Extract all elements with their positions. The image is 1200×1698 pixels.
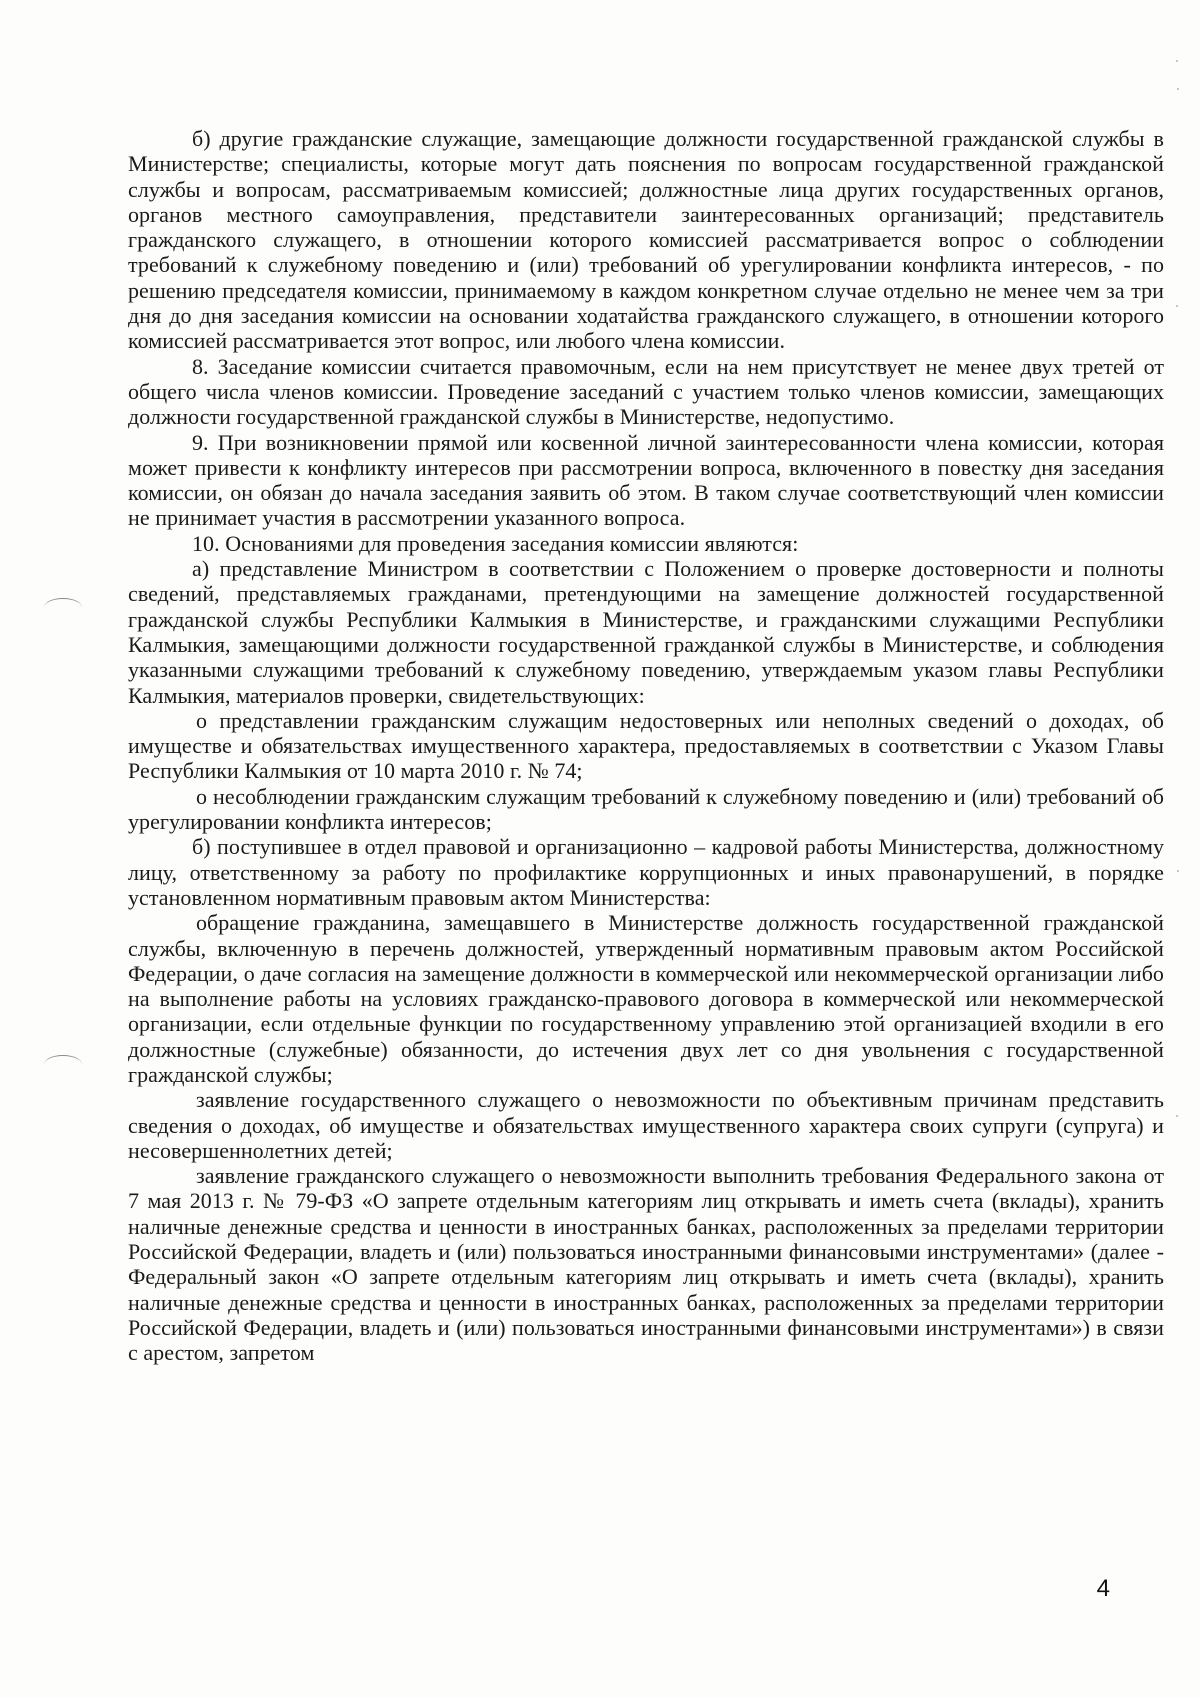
binder-hole-mark [44,598,82,617]
paragraph-10b-item-2: заявление государственного служащего о невозможности по объективным причинам представить сведения о доходах, об имуществе и обязательствах имущественного характера своих супруги (супруга) и несовершеннолетних детей; [128,1087,1164,1163]
paragraph-10a: а) представление Министром в соответствии с Положением о проверке достоверности и полноты сведений, представляемых гражданами, претендующими на замещение должностей государственной гражданской службы Республики Калмыкия в Министерстве, и гражданскими служащими Республики Калмыкия, замещающими должности государственной гражданкой службы в Министерстве, и соблюдения указанными служащими требований к служебному поведению, утверждаемым указом главы Республики Калмыкия, материалов проверки, свидетельствующих: [128,556,1164,708]
paragraph-8: 8. Заседание комиссии считается правомочным, если на нем присутствует не менее двух третей от общего числа членов комиссии. Проведение заседаний с участием только членов комиссии, замещающих должности государственной гражданской службы в Министерстве, недопустимо. [128,353,1164,430]
page-number: 4 [1096,1575,1110,1602]
paragraph-7b: б) другие гражданские служащие, замещающие должности государственной гражданской службы в Министерстве; специалисты, которые могут дать пояснения по вопросам государственной гражданской службы и вопросам, рассматриваемым комиссией; должностные лица других государственных органов, органов местного самоуправления, представители заинтересованных организаций; представитель гражданского служащего, в отношении которого комиссией рассматривается вопрос о соблюдении требований к служебному поведению и (или) требований об урегулировании конфликта интересов, - по решению председателя комиссии, принимаемому в каждом конкретном случае отдельно не менее чем за три дня до дня заседания комиссии на основании ходатайства гражданского служащего, в отношении которого комиссией рассматривается этот вопрос, или любого члена комиссии. [128,126,1164,354]
paragraph-10a-item-1: о представлении гражданским служащим недостоверных или неполных сведений о доходах, об имуществе и обязательствах имущественного характера, предоставляемых в соответствии с Указом Главы Республики Калмыкия от 10 марта 2010 г. № 74; [128,707,1164,784]
paragraph-9: 9. При возникновении прямой или косвенной личной заинтересованности члена комиссии, которая может привести к конфликту интересов при рассмотрении вопроса, включенного в повестку дня заседания комиссии, он обязан до начала заседания заявить об этом. В таком случае соответствующий член комиссии не принимает участия в рассмотрении указанного вопроса. [128,429,1164,531]
scan-speck [1176,305,1178,307]
paragraph-10b-item-1: обращение гражданина, замещавшего в Министерстве должность государственной гражданской службы, включенную в перечень должностей, утвержденный нормативным правовым актом Российской Федерации, о даче согласия на замещение должности в коммерческой или некоммерческой организации либо на выполнение работы на условиях гражданско-правового договора в коммерческой или некоммерческой организации, если отдельные функции по государственному управлению этой организацией входили в его должностные (служебные) обязанности, до истечения двух лет со дня увольнения с государственной гражданской службы; [128,910,1164,1087]
paragraph-10: 10. Основаниями для проведения заседания комиссии являются: [192,530,799,556]
scan-speck [1176,60,1178,62]
binder-hole-mark [44,1055,82,1074]
scan-speck [1177,88,1179,90]
scan-speck [1176,1115,1178,1117]
paragraph-10b: б) поступившее в отдел правовой и организационно – кадровой работы Министерства, должностному лицу, ответственному за работу по профилактике коррупционных и иных правонарушений, в порядке установленном нормативным правовым актом Министерства: [128,834,1164,910]
paragraph-10a-item-2: о несоблюдении гражданским служащим требований к служебному поведению и (или) требований об урегулировании конфликта интересов; [128,783,1164,835]
paragraph-10b-item-3: заявление гражданского служащего о невозможности выполнить требования Федерального закона от 7 мая 2013 г. № 79-ФЗ «О запрете отдельным категориям лиц открывать и иметь счета (вклады), хранить наличные денежные средства и ценности в иностранных банках, расположенных за пределами территории Российской Федерации, владеть и (или) пользоваться иностранными финансовыми инструментами» (далее - Федеральный закон «О запрете отдельным категориям лиц открывать и иметь счета (вклады), хранить наличные денежные средства и ценности в иностранных банках, расположенных за пределами территории Российской Федерации, владеть и (или) пользоваться иностранными финансовыми инструментами») в связи с арестом, запретом [128,1163,1164,1366]
document-body [128,126,1164,1366]
scan-speck [1177,870,1179,872]
